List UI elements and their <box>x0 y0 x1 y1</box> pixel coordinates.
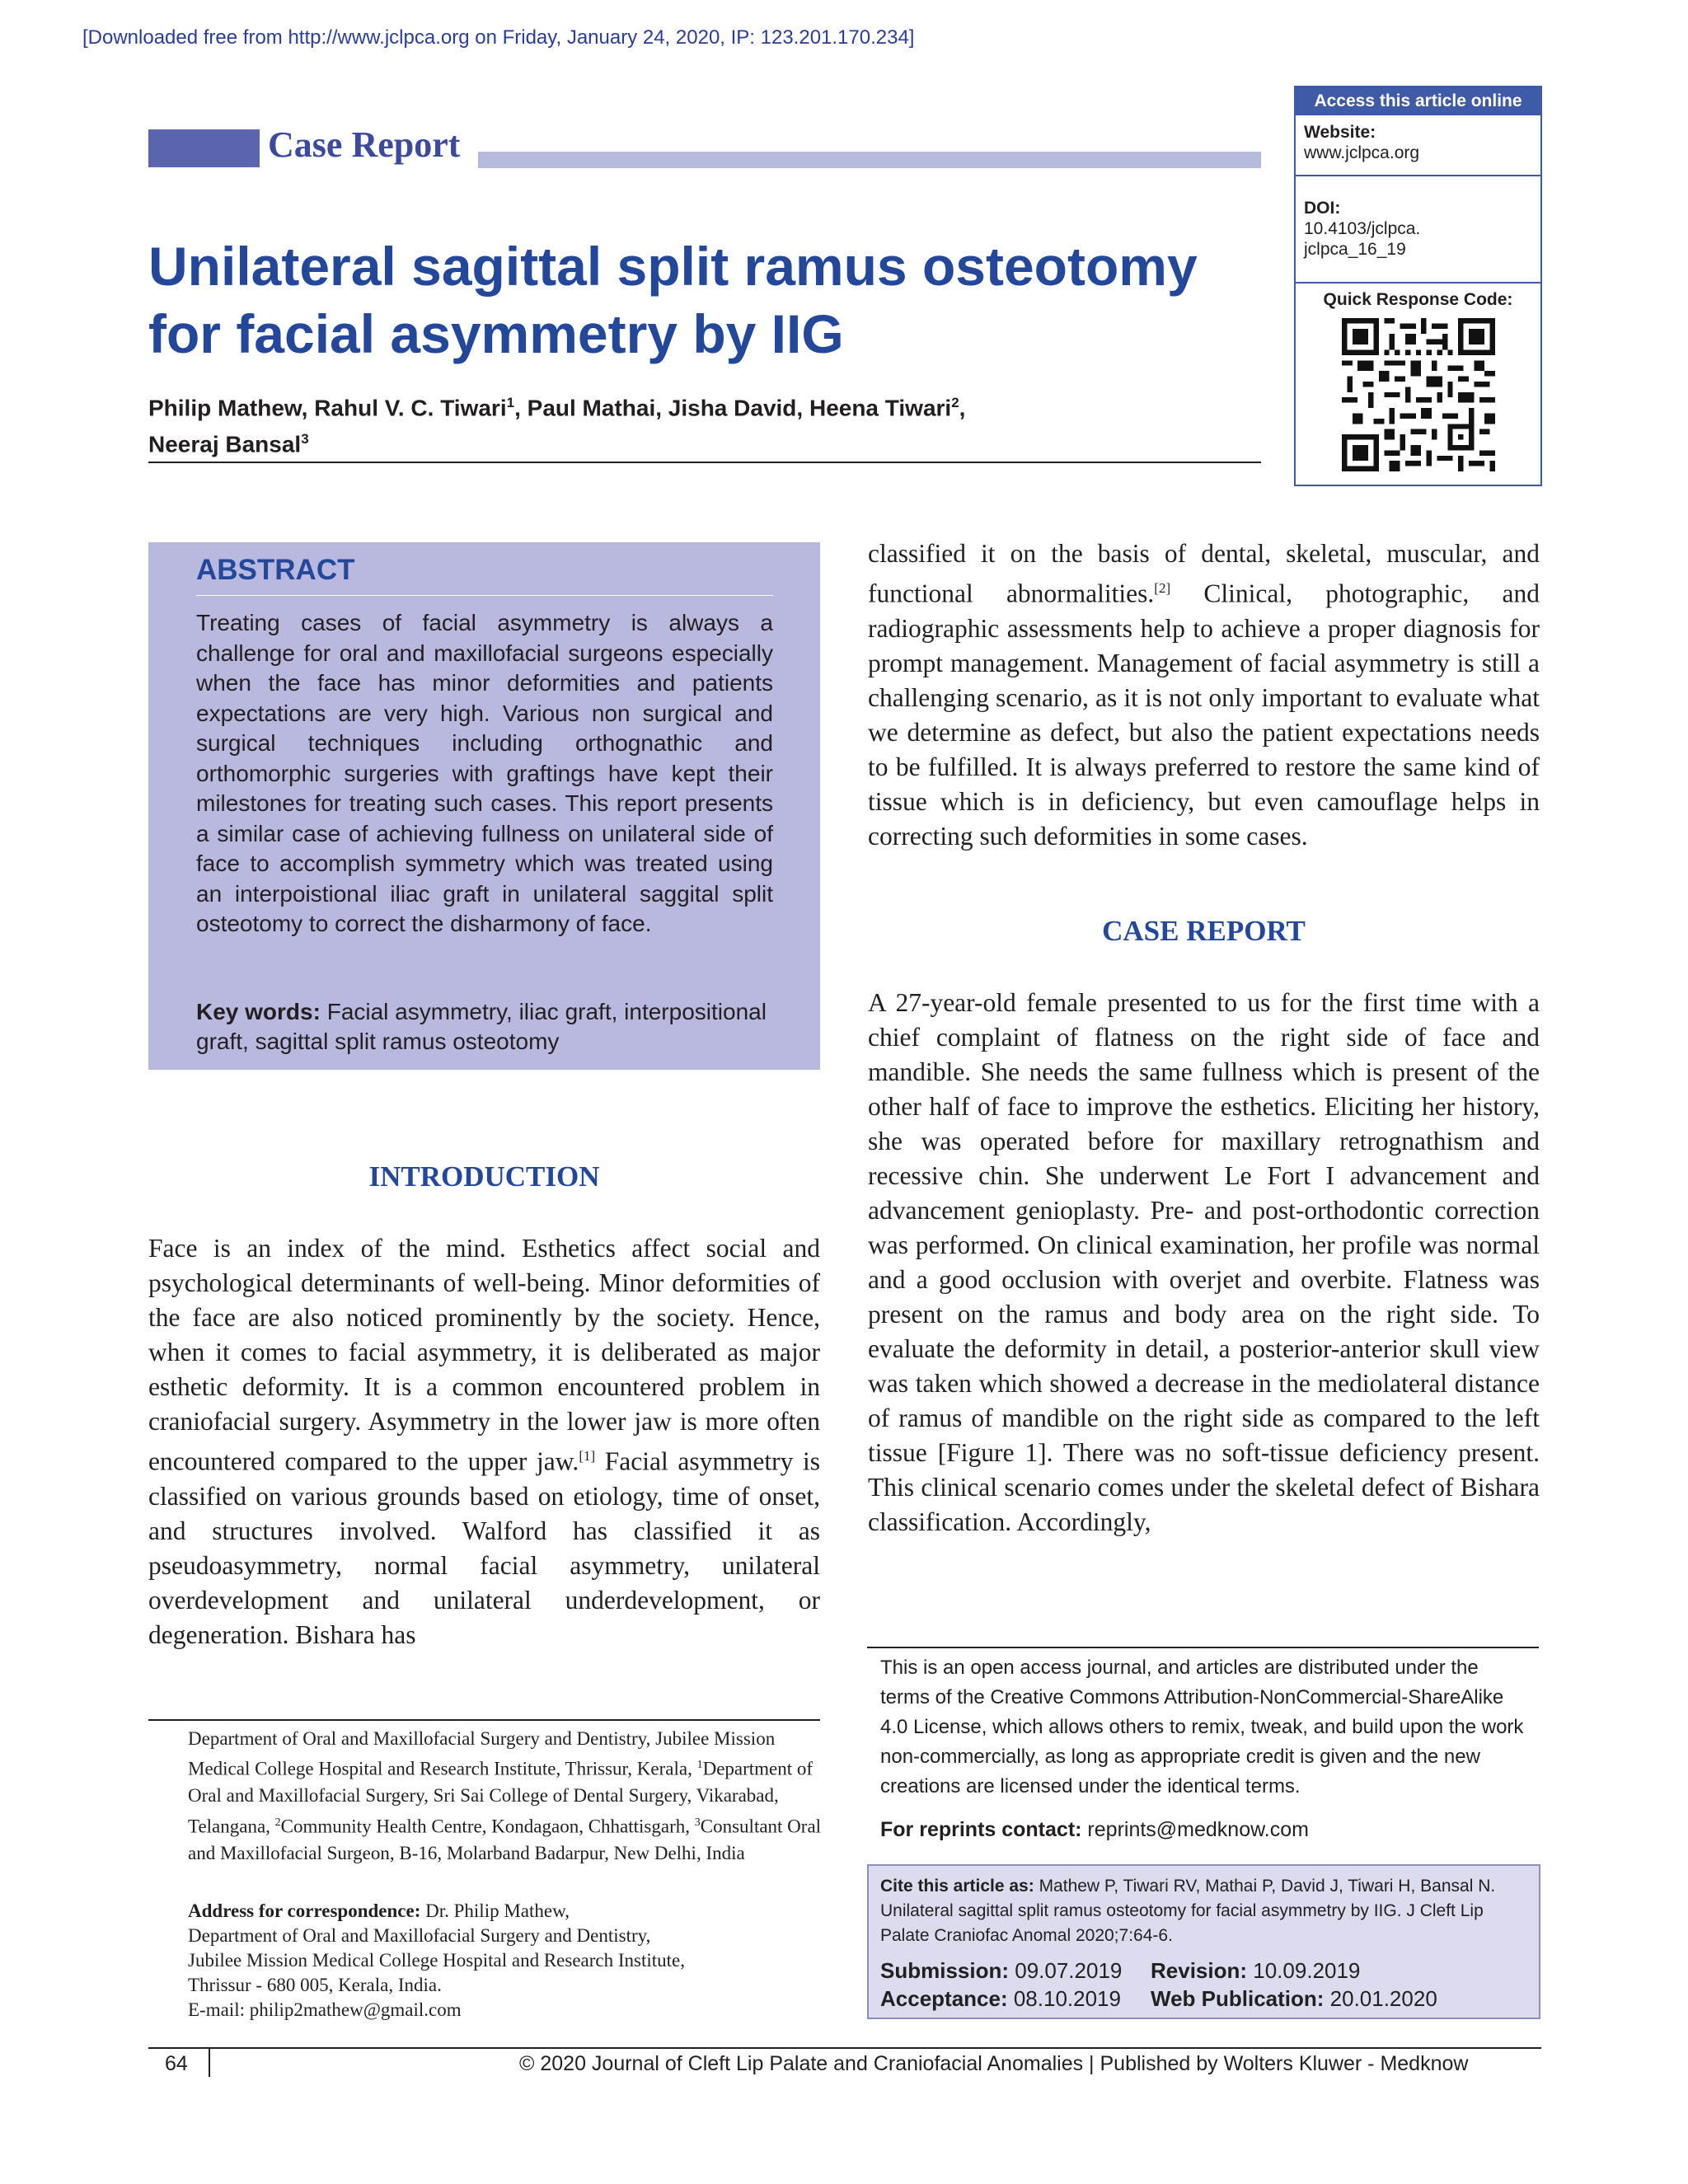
section-label-part1: Case <box>268 124 343 165</box>
correspondence-line1: Department of Oral and Maxillofacial Surgery and Dentistry, <box>188 1925 651 1946</box>
doi-section <box>1296 176 1540 284</box>
intro-text-2: Facial asymmetry is classified on various grounds based on etiology, time of onset, and structures involved. Walford has classified it as pseudoasymmetry, normal facial asymmetry, unilateral overdevelopment and unilateral underdevelopment, or degeneration. Bishara has <box>148 1446 820 1649</box>
citation <box>880 1874 1531 1948</box>
website-label: Website: <box>1304 123 1376 142</box>
correspondence-email[interactable]: E-mail: philip2mathew@gmail.com <box>188 1999 462 2020</box>
reprints-label: For reprints contact: <box>880 1818 1082 1841</box>
website-section <box>1296 115 1540 176</box>
affil-sup-2: 2 <box>274 1816 281 1829</box>
keywords <box>196 997 790 1057</box>
page-number: 64 <box>165 2052 188 2075</box>
acceptance-date: 08.10.2019 <box>1007 1986 1121 2011</box>
download-notice: [Downloaded free from http://www.jclpca.org on Friday, January 24, 2020, IP: 123.201.170.234] <box>82 26 915 49</box>
right-text-2: Clinical, photographic, and radiographic assessments help to achieve a proper diagnosis for prompt management. Management of facial asymmetry is still a challenging scenario, as it is not only important to evaluate what we determine as defect, but also the patient expectations needs to be fulfilled. It is always preferred to restore the same kind of tissue which is in deficiency, but even camouflage helps in correcting such deformities in some cases. <box>868 579 1540 851</box>
section-label-block <box>148 129 260 167</box>
affil-text-4: Consultant Oral and Maxillofacial Surgeon, B-16, Molarband Badarpur, New Delhi, India <box>188 1816 822 1863</box>
section-label-part2: Report <box>351 124 461 165</box>
correspondence-name: Dr. Philip Mathew, <box>420 1900 570 1921</box>
title-divider <box>148 462 1261 463</box>
access-box <box>1294 86 1542 486</box>
correspondence-label: Address for correspondence: <box>188 1900 421 1921</box>
acceptance-label: Acceptance: <box>880 1986 1008 2011</box>
affil-text-3: Community Health Centre, Kondagaon, Chhattisgarh, <box>280 1816 695 1837</box>
doi-value-line1: 10.4103/jclpca. <box>1304 219 1421 238</box>
reprints-contact <box>880 1818 1309 1842</box>
author-text-2: , Paul Mathai, Jisha David, Heena Tiwari <box>514 395 952 421</box>
affil-text-1: Department of Oral and Maxillofacial Surgery and Dentistry, Jubilee Mission Medical College Hospital and Research Institute, Thrissur, Kerala, <box>188 1728 776 1780</box>
section-label-bar <box>478 152 1261 168</box>
affil-text-2: Department of Oral and Maxillofacial Surgery, Sri Sai College of Dental Surgery, Vikarabad, Telangana, <box>188 1759 814 1837</box>
author-sup-3: 3 <box>301 431 309 448</box>
author-sup-1: 1 <box>506 395 515 410</box>
web-publication-date: 20.01.2020 <box>1324 1986 1437 2011</box>
revision-date: 10.09.2019 <box>1247 1958 1361 1983</box>
publication-dates <box>880 1957 1437 2013</box>
ref-link-1[interactable]: [1] <box>579 1448 596 1464</box>
access-header: Access this article online <box>1296 87 1540 115</box>
author-text-4: Neeraj Bansal <box>148 431 302 457</box>
case-report-heading: CASE REPORT <box>1102 915 1306 947</box>
correspondence-line2: Jubilee Mission Medical College Hospital and Research Institute, <box>188 1950 685 1971</box>
doi-value-line2: jclpca_16_19 <box>1304 240 1406 259</box>
article-title: Unilateral sagittal split ramus osteotomy for facial asymmetry by IIG <box>148 236 1198 364</box>
ref-link-2[interactable]: [2] <box>1154 580 1171 596</box>
footer-rule <box>148 2047 1541 2049</box>
abstract-body: Treating cases of facial asymmetry is always a challenge for oral and maxillofacial surgeons especially when the face has minor deformities and patients expectations are very high. Various non surgical and surgical techniques including orthognathic and orthomorphic surgeries with graftings have kept their milestones for treating such cases. This report presents a similar case of achieving fullness on unilateral side of face to accomplish symmetry which was treated using an interpoistional iliac graft in unilateral saggital split osteotomy to correct the disharmony of face. <box>196 610 773 936</box>
case-report-body: A 27-year-old female presented to us for the first time with a chief complaint of flatness on the right side of face and mandible. She needs the same fullness which is present of the other half of face to improve the esthetics. Eliciting her history, she was operated before for maxillary retrognathism and recessive chin. She underwent Le Fort I advancement and advancement genioplasty. Pre- and post-orthodontic correction was performed. On clinical examination, her profile was normal and a good occlusion with overjet and overbite. Flatness was present on the ramus and body area on the right side. To evaluate the deformity in detail, a posterior-anterior skull view was taken which showed a decrease in the mediolateral distance of ramus of mandible on the right side as compared to the left tissue [Figure 1]. There was no soft-tissue deficiency present. This clinical scenario comes under the skeletal defect of Bishara classification. Accordingly, <box>868 988 1540 1536</box>
correspondence <box>188 1899 827 2022</box>
author-sup-2: 2 <box>951 395 959 410</box>
affiliation-divider <box>148 1719 820 1721</box>
author-list <box>148 387 1253 461</box>
footer-tick <box>209 2049 210 2077</box>
section-label <box>268 124 460 166</box>
qr-code-icon[interactable] <box>1342 318 1495 471</box>
web-publication-label: Web Publication: <box>1151 1986 1325 2011</box>
author-text-3: , <box>959 395 966 421</box>
revision-label: Revision: <box>1151 1958 1248 1983</box>
intro-text-1: Face is an index of the mind. Esthetics affect social and psychological determinants of well-being. Minor deformities of the face are also noticed prominently by the society. Hence, when it comes to facial asymmetry, it is deliberated as major esthetic deformity. It is a common encountered problem in craniofacial surgery. Asymmetry in the lower jaw is more often encountered compared to the upper jaw. <box>148 1234 820 1476</box>
affil-sup-3: 3 <box>694 1816 701 1829</box>
keywords-label: Key words: <box>196 999 321 1024</box>
correspondence-line3: Thrissur - 680 005, Kerala, India. <box>188 1975 442 1995</box>
affiliation <box>188 1726 827 1867</box>
keywords-text: Facial asymmetry, iliac graft, interpositional graft, sagittal split ramus osteotomy <box>196 999 767 1054</box>
website-link[interactable]: www.jclpca.org <box>1304 143 1420 162</box>
copyright: © 2020 Journal of Cleft Lip Palate and Craniofacial Anomalies | Published by Wolters Kluwer - Medknow <box>519 2052 1469 2075</box>
submission-date: 09.07.2019 <box>1009 1958 1123 1983</box>
abstract-rule <box>196 595 773 596</box>
license-text: This is an open access journal, and articles are distributed under the terms of the Creative Commons Attribution-NonCommercial-ShareAlike 4.0 License, which allows others to remix, tweak, and build upon the work non-commercially, as long as appropriate credit is given and the new creations are licensed under the identical terms. <box>880 1657 1524 1797</box>
qr-label: Quick Response Code: <box>1323 290 1513 309</box>
introduction-heading: INTRODUCTION <box>368 1160 600 1193</box>
citation-text: Mathew P, Tiwari RV, Mathai P, David J, Tiwari H, Bansal N. Unilateral sagittal split ramus osteotomy for facial asymmetry by IIG. J Cleft Lip Palate Craniofac Anomal 2020;7:64-6. <box>880 1877 1496 1945</box>
doi-label: DOI: <box>1304 199 1341 218</box>
right-text-1: classified it on the basis of dental, skeletal, muscular, and functional abnormalities. <box>868 539 1540 608</box>
citation-label: Cite this article as: <box>880 1877 1034 1896</box>
right-column-paragraph <box>868 537 1540 854</box>
author-text-1: Philip Mathew, Rahul V. C. Tiwari <box>148 395 507 421</box>
introduction-body <box>148 1231 820 1652</box>
abstract-heading: ABSTRACT <box>196 554 355 586</box>
affil-sup-1: 1 <box>696 1759 703 1772</box>
reprints-email[interactable]: reprints@medknow.com <box>1081 1818 1309 1841</box>
submission-label: Submission: <box>880 1958 1010 1983</box>
